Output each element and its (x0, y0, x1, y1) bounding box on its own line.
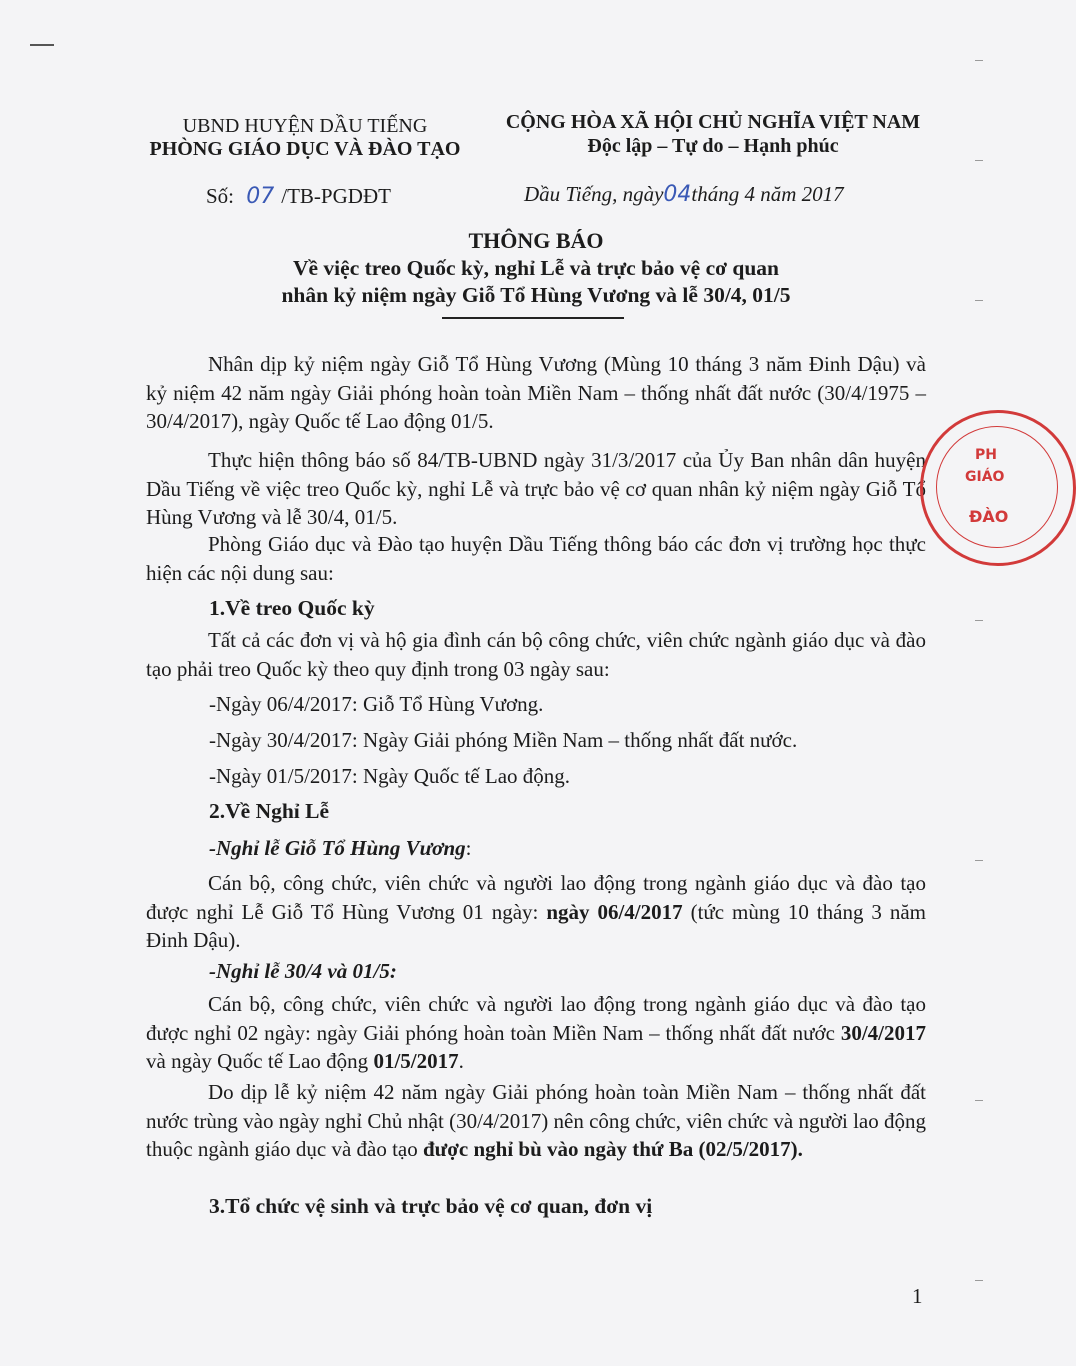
section-2-sub1 (209, 834, 471, 862)
edge-tick (975, 160, 983, 161)
s2-p1-text-a: Cán bộ, công chức, viên chức và người lao động trong ngành giáo dục và đào tạo được nghỉ Lễ Giỗ Tổ Hùng Vương 01 ngày: (146, 871, 926, 924)
flag-day-3: -Ngày 01/5/2017: Ngày Quốc tế Lao động. (209, 764, 571, 788)
nation-motto: Độc lập – Tự do – Hạnh phúc (587, 135, 839, 157)
number-prefix: Số: (206, 184, 235, 208)
section-2-para-1 (146, 869, 926, 955)
section-2-sub2: -Nghỉ lễ 30/4 và 01/5: (209, 959, 397, 983)
edge-tick (975, 60, 983, 61)
date-day-handwritten: 04 (663, 182, 692, 207)
paragraph-announcement: Phòng Giáo dục và Đào tạo huyện Dầu Tiếng thông báo các đơn vị trường học thực hiện các nội dung sau: (146, 532, 926, 585)
number-handwritten: 07 (246, 184, 275, 209)
edge-tick (975, 300, 983, 301)
notice-title: THÔNG BÁO (468, 228, 604, 253)
s2-p1-text-b: (tức mùng 10 tháng 3 năm Đinh Dậu). (146, 899, 926, 952)
section-3-heading: 3.Tổ chức vệ sinh và trực bảo vệ cơ quan, đơn vị (209, 1194, 653, 1218)
office-name: PHÒNG GIÁO DỤC VÀ ĐÀO TẠO (149, 138, 461, 160)
section-1-heading: 1.Về treo Quốc kỳ (209, 596, 375, 620)
agency-name: UBND HUYỆN DẦU TIẾNG (182, 115, 428, 137)
s2-p2-text-a: Cán bộ, công chức, viên chức và người lao động trong ngành giáo dục và đào tạo được nghỉ 02 ngày: ngày Giải phóng hoàn toàn Miền Nam – thống nhất đất nước (146, 992, 926, 1045)
section-2-heading: 2.Về Nghỉ Lễ (209, 799, 330, 823)
nation-title: CỘNG HÒA XÃ HỘI CHỦ NGHĨA VIỆT NAM (505, 111, 921, 133)
title-underline (442, 317, 624, 319)
stamp-fragment-3: ĐÀO (969, 507, 1009, 526)
edge-tick (975, 1100, 983, 1101)
stamp-inner-ring (936, 426, 1058, 548)
s2-p2-bold1: 30/4/2017 (840, 1020, 926, 1045)
paragraph-reference: Thực hiện thông báo số 84/TB-UBND ngày 31/3/2017 của Ủy Ban nhân dân huyện Dầu Tiếng về việc treo Quốc kỳ, nghỉ Lễ và trực bảo vệ cơ quan nhân kỷ niệm ngày Giỗ Tổ Hùng Vương và lễ 30/4, 01/5. (146, 448, 926, 529)
s2-p3-text-a: Do dịp lễ kỷ niệm 42 năm ngày Giải phóng hoàn toàn Miền Nam – thống nhất đất nước trùng vào ngày nghỉ Chủ nhật (30/4/2017) nên công chức, viên chức và người lao động thuộc ngành giáo dục và đào tạo (146, 1080, 926, 1161)
s2-p2-text-mid: và ngày Quốc tế Lao động (146, 1049, 374, 1073)
s2-p3-bold: được nghỉ bù vào ngày thứ Ba (02/5/2017). (423, 1137, 803, 1161)
stamp-fragment-1: PH (975, 447, 997, 463)
place-date (524, 180, 844, 209)
s2-p2-bold2: 01/5/2017 (373, 1049, 459, 1073)
document-number (206, 182, 391, 211)
scan-mark (30, 44, 54, 46)
section-2-sub1-colon: : (465, 836, 472, 860)
flag-day-1: -Ngày 06/4/2017: Giỗ Tổ Hùng Vương. (209, 692, 544, 716)
edge-tick (975, 620, 983, 621)
section-1-text: Tất cả các đơn vị và hộ gia đình cán bộ công chức, viên chức ngành giáo dục và đào tạo phải treo Quốc kỳ theo quy định trong 03 ngày sau: (146, 628, 926, 681)
notice-subject-line2: nhân kỷ niệm ngày Giỗ Tổ Hùng Vương và lễ 30/4, 01/5 (281, 283, 791, 307)
notice-subject-line1: Về việc treo Quốc kỳ, nghỉ Lễ và trực bảo vệ cơ quan (292, 256, 780, 280)
section-2-para-2 (146, 990, 926, 1076)
s2-p2-text-end: . (458, 1049, 464, 1073)
page-number: 1 (912, 1284, 923, 1308)
section-2-sub1-label: -Nghỉ lễ Giỗ Tổ Hùng Vương (209, 836, 466, 860)
section-2-para-3 (146, 1078, 926, 1164)
s2-p1-bold: ngày 06/4/2017 (546, 899, 683, 924)
paragraph-intro: Nhân dịp kỷ niệm ngày Giỗ Tổ Hùng Vương (Mùng 10 tháng 3 năm Đinh Dậu) và kỷ niệm 42 năm ngày Giải phóng hoàn toàn Miền Nam – thống nhất đất nước (30/4/1975 – 30/4/2017), ngày Quốc tế Lao động 01/5. (146, 352, 926, 433)
stamp-fragment-2: GIÁO (965, 469, 1005, 485)
number-suffix: /TB-PGDĐT (281, 184, 391, 208)
flag-day-2: -Ngày 30/4/2017: Ngày Giải phóng Miền Nam – thống nhất đất nước. (209, 728, 798, 752)
edge-tick (975, 860, 983, 861)
place-date-prefix: Dầu Tiếng, ngày (524, 182, 664, 206)
edge-tick (975, 1280, 983, 1281)
place-date-suffix: tháng 4 năm 2017 (691, 182, 844, 206)
